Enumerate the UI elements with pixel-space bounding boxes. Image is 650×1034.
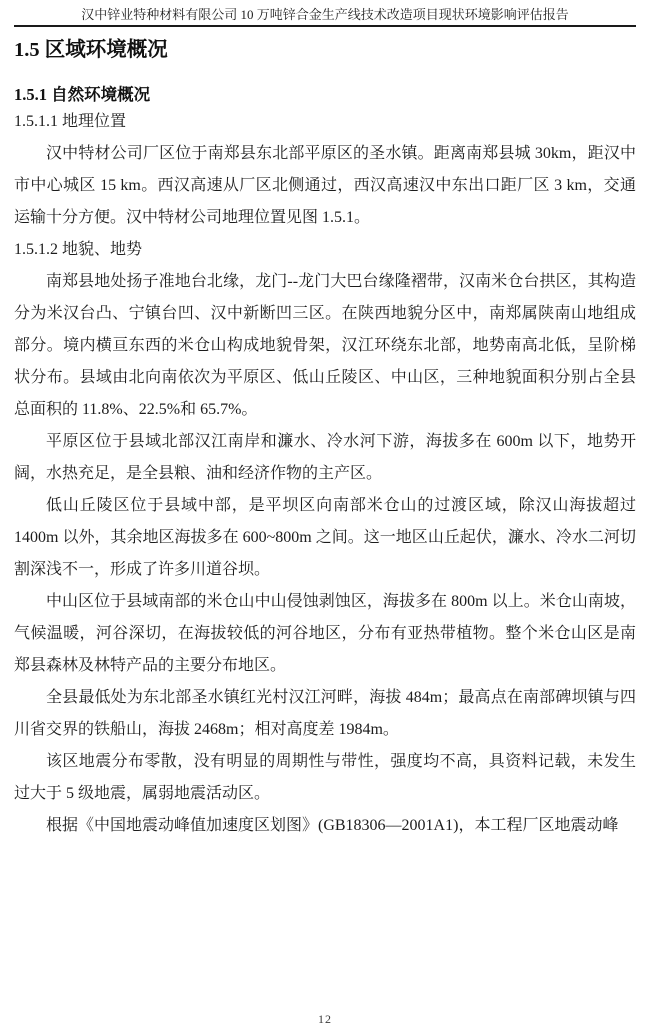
paragraph-plain-area: 平原区位于县域北部汉江南岸和濂水、冷水河下游，海拔多在 600m 以下，地势开阔，水热充足，是全县粮、油和经济作物的主产区。	[14, 433, 636, 482]
running-header-title: 汉中锌业特种材料有限公司 10 万吨锌合金生产线技术改造项目现状环境影响评估报告	[81, 7, 569, 22]
paragraph-seismic-activity: 该区地震分布零散，没有明显的周期性与带性，强度均不高，具资料记载，未发生过大于 5 级地震，属弱地震活动区。	[14, 753, 636, 802]
heading-landform-terrain: 1.5.1.2 地貌、地势	[14, 241, 143, 258]
paragraph-geology-structure: 南郑县地处扬子准地台北缘，龙门--龙门大巴台缘隆褶带，汉南米仓台拱区，其构造分为米汉台凸、宁镇台凹、汉中新断凹三区。在陕西地貌分区中，南郑属陕南山地组成部分。境内横亘东西的米仓山构成地貌骨架，汉江环绕东北部，地势南高北低，呈阶梯状分布。县域由北向南依次为平原区、低山丘陵区、中山区，三种地貌面积分别占全县总面积的 11.8%、22.5%和 65.7%。	[14, 273, 636, 418]
page-header	[14, 0, 636, 27]
paragraph-mid-mountain-area: 中山区位于县域南部的米仓山中山侵蚀剥蚀区，海拔多在 800m 以上。米仓山南坡，气候温暖，河谷深切，在海拔较低的河谷地区，分布有亚热带植物。整个米仓山区是南郑县森林及林特产品的主要分布地区。	[14, 593, 636, 674]
heading-region-environment-overview: 1.5 区域环境概况	[14, 39, 168, 61]
heading-natural-environment-overview: 1.5.1 自然环境概况	[14, 85, 151, 104]
heading-geographic-location: 1.5.1.1 地理位置	[14, 113, 127, 130]
paragraph-seismic-standard: 根据《中国地震动峰值加速度区划图》(GB18306—2001A1)，本工程厂区地震动峰	[46, 817, 619, 834]
page-footer	[0, 1010, 650, 1028]
paragraph-elevation-extremes: 全县最低处为东北部圣水镇红光村汉江河畔，海拔 484m；最高点在南部碑坝镇与四川省交界的铁船山，海拔 2468m；相对高度差 1984m。	[14, 689, 636, 738]
paragraph-hilly-area: 低山丘陵区位于县域中部，是平坝区向南部米仓山的过渡区域，除汉山海拔超过 1400m 以外，其余地区海拔多在 600~800m 之间。这一地区山丘起伏，濂水、冷水二河切割深浅不一，形成了许多川道谷坝。	[14, 497, 636, 578]
paragraph-location: 汉中特材公司厂区位于南郑县东北部平原区的圣水镇。距离南郑县城 30km，距汉中市中心城区 15 km。西汉高速从厂区北侧通过，西汉高速汉中东出口距厂区 3 km，交通运输十分方便。汉中特材公司地理位置见图 1.5.1。	[14, 145, 636, 226]
page-number: 12	[318, 1012, 332, 1026]
